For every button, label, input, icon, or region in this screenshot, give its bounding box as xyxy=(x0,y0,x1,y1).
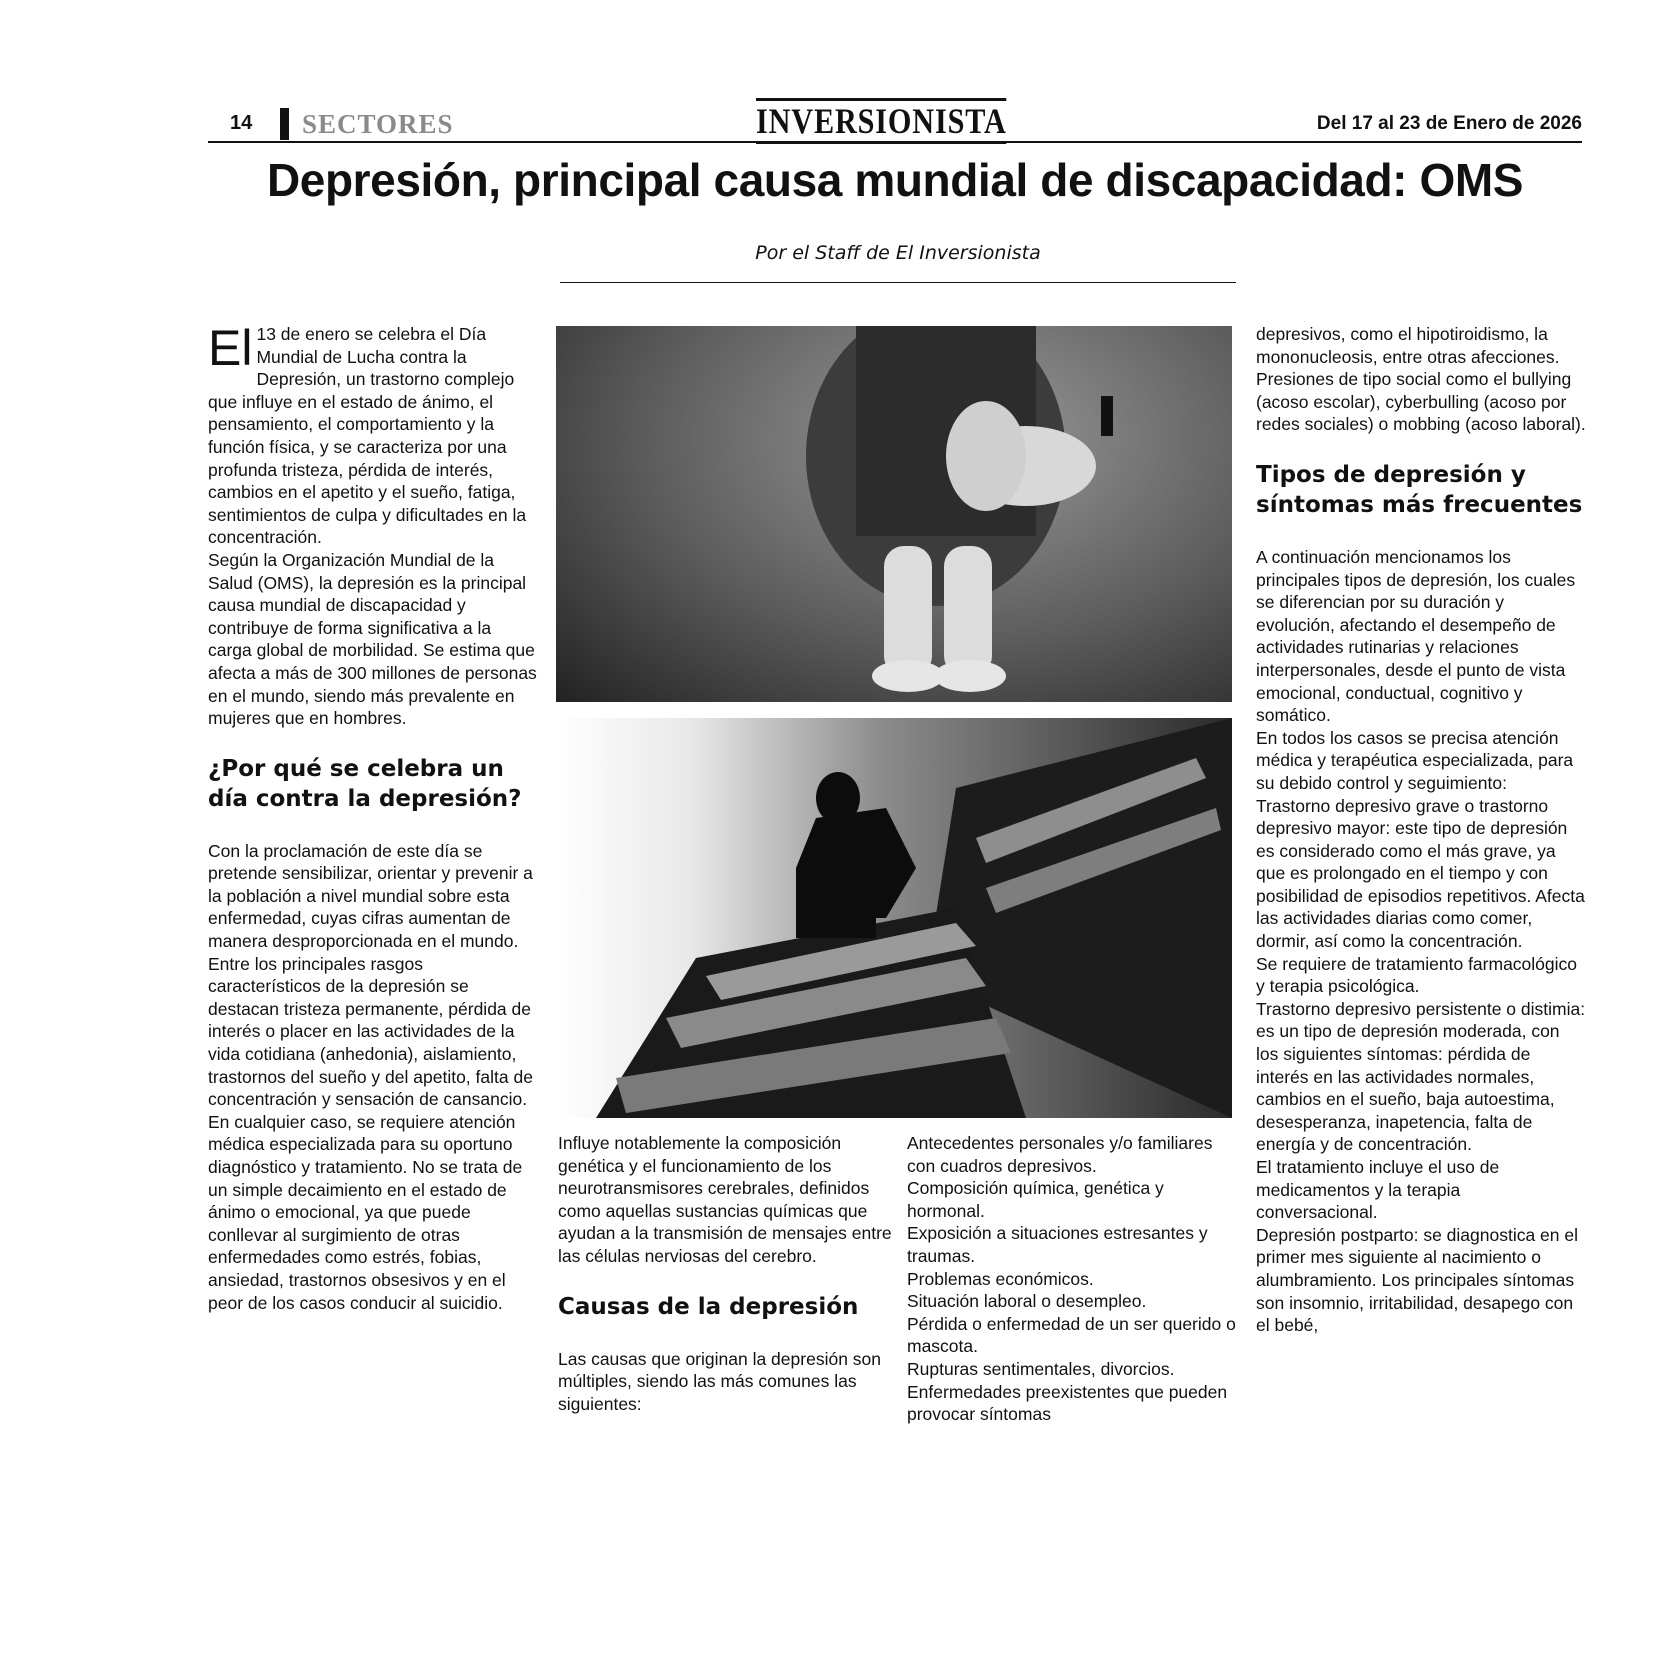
paragraph: A continuación mencionamos los principales tipos de depresión, los cuales se diferencian por su duración y evolución, afectando el desempeño de actividades rutinarias y relaciones interpersonales, desde el punto de vista emocional, conductual, cognitivo y somático. xyxy=(1256,546,1576,726)
masthead xyxy=(208,101,1582,142)
paragraph: En cualquier caso, se requiere atención médica especializada para su oportuno diagnóstico y tratamiento. No se trata de un simple decaimiento en el estado de ánimo o emocional, ya que puede conllevar al surgimiento de otras enfermedades como estrés, fobias, ansiedad, trastornos obsesivos y en el peor de los casos conducir al suicidio. xyxy=(208,1111,523,1313)
intro-paragraph xyxy=(208,320,538,549)
dropcap: El xyxy=(208,320,253,376)
photo-illustration xyxy=(556,718,1232,1118)
paragraph: Con la proclamación de este día se pretende sensibilizar, orientar y prevenir a la población a nivel mundial sobre esta enfermedad, cuyas cifras aumentan de manera desproporcionada en el mundo. xyxy=(208,840,533,952)
paragraph: Entre los principales rasgos característicos de la depresión se destacan tristeza permanente, pérdida de interés o placer en las actividades de la vida cotidiana (anhedonia), aislamiento, trastornos del sueño y del apetito, falta de concentración y sensación de cansancio. xyxy=(208,953,533,1110)
list-item: Situación laboral o desempleo. xyxy=(907,1291,1147,1312)
publication-name: INVERSIONISTA xyxy=(756,98,1007,144)
paragraph: El tratamiento incluye el uso de medicamentos y la terapia conversacional. xyxy=(1256,1157,1500,1223)
photo-man-on-bench xyxy=(556,718,1232,1118)
paragraph: Se requiere de tratamiento farmacológico y terapia psicológica. xyxy=(1256,953,1578,997)
byline: Por el Staff de El Inversionista xyxy=(755,242,1041,264)
paragraph: Depresión postparto: se diagnostica en el primer mes siguiente al nacimiento o alumbramiento. Los principales síntomas son insomnio, irritabilidad, desapego con el bebé, xyxy=(1256,1224,1579,1336)
publication-logo xyxy=(756,101,1007,141)
page-number: 14 xyxy=(230,112,253,134)
section-heading: ¿Por qué se celebra un día contra la depresión? xyxy=(208,755,522,812)
paragraph: Trastorno depresivo persistente o distimia: es un tipo de depresión moderada, con los siguientes síntomas: pérdida de interés en las actividades normales, cambios en el sueño, baja autoestima, desesperanza, inapetencia, falta de energía y de concentración. xyxy=(1256,998,1586,1155)
header-rule xyxy=(208,141,1582,143)
column-4 xyxy=(1256,323,1586,1337)
list-item: Pérdida o enfermedad de un ser querido o mascota. xyxy=(907,1313,1236,1357)
section-heading: Tipos de depresión y síntomas más frecuentes xyxy=(1256,461,1583,518)
column-1 xyxy=(208,320,538,1314)
column-2 xyxy=(558,1132,894,1415)
list-item: Rupturas sentimentales, divorcios. xyxy=(907,1358,1175,1379)
paragraph: Según la Organización Mundial de la Salud (OMS), la depresión es la principal causa mundial de discapacidad y contribuye de forma significativa a la carga global de morbilidad. Se estima que afecta a más de 300 millones de personas en el mundo, siendo más prevalente en mujeres que en hombres. xyxy=(208,549,537,729)
column-3 xyxy=(907,1132,1243,1426)
section-heading: Causas de la depresión xyxy=(558,1293,859,1320)
paragraph: Influye notablemente la composición genética y el funcionamiento de los neurotransmisores cerebrales, definidos como aquellas sustancias químicas que ayudan a la transmisión de mensajes entre las células nerviosas del cerebro. xyxy=(558,1133,892,1266)
section-bar xyxy=(280,108,289,140)
list-item: Problemas económicos. xyxy=(907,1268,1094,1289)
article-headline: Depresión, principal causa mundial de discapacidad: OMS xyxy=(266,154,1524,206)
issue-date: Del 17 al 23 de Enero de 2026 xyxy=(1316,113,1582,134)
paragraph: En todos los casos se precisa atención médica y terapéutica especializada, para su debido control y seguimiento: xyxy=(1256,727,1574,793)
section-name: SECTORES xyxy=(302,109,454,139)
list-item: Exposición a situaciones estresantes y traumas. xyxy=(907,1223,1208,1266)
list-item: Enfermedades preexistentes que pueden provocar síntomas xyxy=(907,1381,1228,1425)
list-item: Composición química, genética y hormonal. xyxy=(907,1178,1164,1221)
photo-illustration xyxy=(556,326,1232,702)
paragraph: depresivos, como el hipotiroidismo, la mononucleosis, entre otras afecciones. xyxy=(1256,324,1560,367)
intro-text: 13 de enero se celebra el Día Mundial de Lucha contra la Depresión, un trastorno complejo que influye en el estado de ánimo, el pensamiento, el comportamiento y la función física, y se caracteriza por una profunda tristeza, pérdida de interés, cambios en el apetito y el sueño, fatiga, sentimientos de culpa y dificultades en la concentración. xyxy=(208,324,527,548)
list-item: Antecedentes personales y/o familiares con cuadros depresivos. xyxy=(907,1133,1213,1176)
byline-rule xyxy=(560,282,1236,283)
paragraph: Las causas que originan la depresión son múltiples, siendo las más comunes las siguientes: xyxy=(558,1348,881,1414)
photo-sitting-person xyxy=(556,326,1232,702)
paragraph: Presiones de tipo social como el bullying (acoso escolar), cyberbulling (acoso por redes sociales) o mobbing (acoso laboral). xyxy=(1256,369,1586,435)
paragraph: Trastorno depresivo grave o trastorno depresivo mayor: este tipo de depresión es considerado como el más grave, ya que es prolongado en el tiempo y con posibilidad de episodios repetitivos. Afecta las actividades diarias como comer, dormir, así como la concentración. xyxy=(1256,795,1585,952)
